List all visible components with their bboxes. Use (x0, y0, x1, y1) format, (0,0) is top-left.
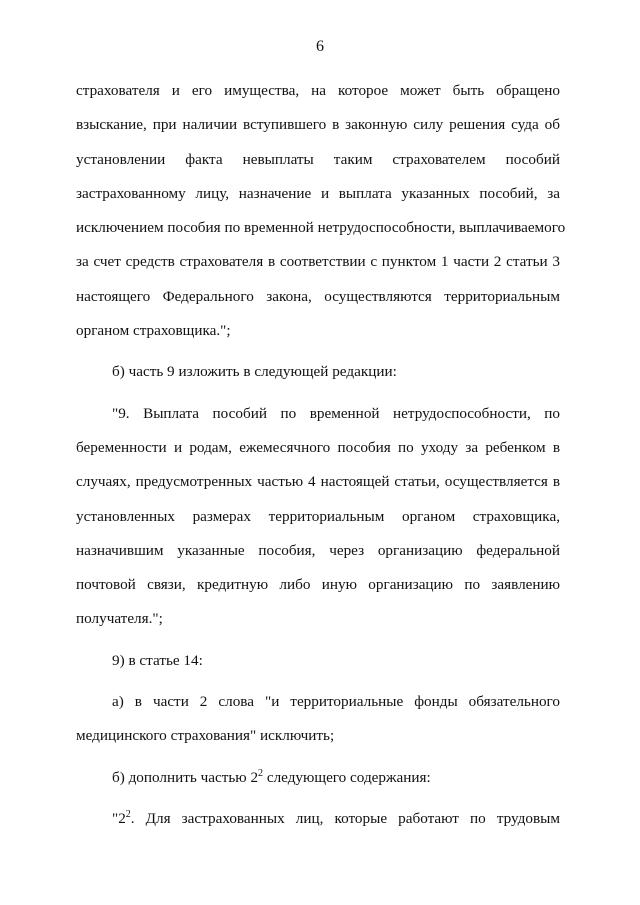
text-line: за счет средств страхователя в соответствии с пунктом 1 части 2 статьи 3 (76, 253, 560, 271)
superscript: 2 (258, 767, 264, 779)
text-line: страхователя и его имущества, на которое может быть обращено (76, 82, 560, 99)
superscript: 2 (125, 808, 131, 820)
text-line: почтовой связи, кредитную либо иную организацию по заявлению (76, 576, 560, 594)
paragraph-2 (76, 355, 560, 389)
text-line: установленных размерах территориальным органом страховщика, (76, 507, 560, 525)
text-line: а) в части 2 слова "и территориальные фонды обязательного (112, 693, 560, 711)
page-number: 6 (316, 38, 324, 55)
text-line (76, 761, 560, 795)
text-line: случаях, предусмотренных частью 4 настоящей статьи, осуществляется в (76, 473, 560, 491)
text-line: установлении факта невыплаты таким страхователем пособий (76, 150, 560, 168)
paragraph-7 (76, 802, 560, 836)
text-line: 9) в статье 14: (112, 651, 203, 669)
paragraph-6 (76, 761, 560, 795)
document-body (76, 74, 566, 836)
text-line: исключением пособия по временной нетрудоспособности, выплачиваемого (76, 219, 566, 237)
text-line: "9. Выплата пособий по временной нетрудоспособности, по (112, 404, 560, 422)
text-line: назначившим указанные пособия, через организацию федеральной (76, 541, 560, 559)
text-part: "2 (112, 809, 126, 827)
text-line: застрахованному лицу, назначение и выплата указанных пособий, за (76, 184, 560, 202)
text-part: следующего содержания: (263, 768, 431, 786)
paragraph-5 (76, 685, 560, 754)
text-part: б) дополнить частью 2 (112, 768, 259, 786)
text-line: взыскание, при наличии вступившего в законную силу решения суда об (76, 116, 560, 134)
text-line: медицинского страхования" исключить; (76, 727, 335, 745)
paragraph-3 (76, 397, 560, 637)
text-line: получателя."; (76, 610, 163, 628)
text-line: беременности и родам, ежемесячного пособия по уходу за ребенком в (76, 438, 560, 456)
text-line: настоящего Федерального закона, осуществляются территориальным (76, 287, 560, 305)
paragraph-1 (76, 74, 566, 348)
paragraph-4 (76, 644, 560, 678)
text-line: органом страховщика."; (76, 322, 231, 340)
text-line (76, 802, 560, 836)
text-part: . Для застрахованных лиц, которые работают по трудовым (130, 809, 560, 827)
text-line: б) часть 9 изложить в следующей редакции: (112, 363, 397, 381)
